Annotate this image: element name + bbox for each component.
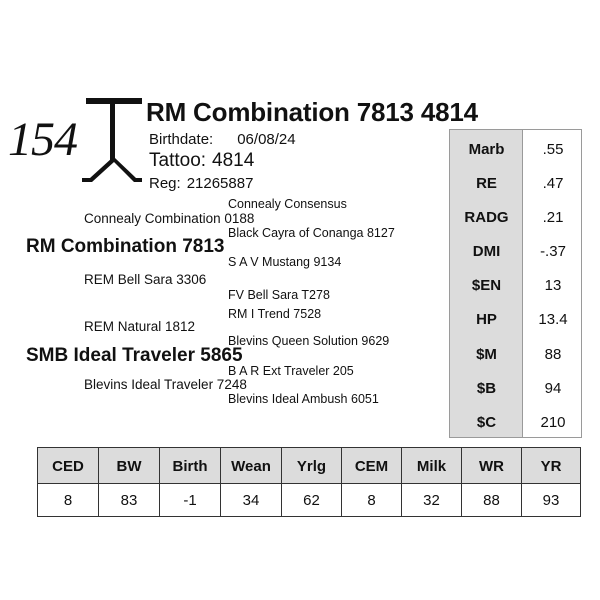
- epd-label: $B: [476, 379, 497, 397]
- header-milk: Milk: [402, 448, 462, 484]
- epd-row-radg: [450, 200, 583, 234]
- growth-epd-table: [37, 447, 581, 517]
- epd-value: 88: [544, 345, 562, 363]
- value-yr: 93: [542, 491, 560, 509]
- epd-value: .55: [542, 140, 564, 158]
- header-birth: Birth: [160, 448, 221, 484]
- animal-name: RM Combination 7813 4814: [146, 97, 478, 127]
- tattoo-label: Tattoo:: [149, 150, 207, 171]
- pedigree-dam: SMB Ideal Traveler 5865: [26, 345, 243, 366]
- value-bw: 83: [99, 484, 160, 516]
- epd-value: 13.4: [538, 310, 568, 328]
- epd-label: $EN: [471, 276, 502, 294]
- epd-row-m: [450, 337, 583, 371]
- birthdate-label: Birthdate:: [149, 131, 214, 148]
- pedigree-sire-dam-sire: S A V Mustang 9134: [228, 255, 342, 269]
- epd-row-re: [450, 166, 583, 200]
- epd-label: RADG: [464, 208, 509, 226]
- pedigree-sire-sire-sire: Connealy Consensus: [228, 197, 347, 211]
- epd-row-hp: [450, 302, 583, 336]
- epd-row-marb: [450, 132, 583, 166]
- reg-value: 21265887: [186, 175, 254, 192]
- carcass-epd-table: [449, 129, 582, 438]
- epd-row-c: [450, 405, 583, 439]
- reg-label: Reg:: [149, 175, 181, 192]
- header-yrlg: Yrlg: [282, 448, 342, 484]
- epd-value: .47: [542, 174, 564, 192]
- value-ced: 8: [38, 484, 99, 516]
- epd-label: RE: [476, 174, 497, 192]
- birthdate-line: [149, 131, 296, 148]
- epd-label: Marb: [468, 140, 505, 158]
- pedigree-dam-dam-sire: RM I Trend 7528: [228, 307, 322, 321]
- epd-row-b: [450, 371, 583, 405]
- value-wr: 88: [462, 484, 522, 516]
- epd-value: 94: [544, 379, 562, 397]
- epd-row-dmi: [450, 234, 583, 268]
- epd-label: $M: [476, 345, 497, 363]
- epd-label: HP: [476, 310, 497, 328]
- epd-value: 13: [544, 276, 562, 294]
- value-milk: 32: [402, 484, 462, 516]
- header-wr: WR: [462, 448, 522, 484]
- pedigree-dam-dam: REM Natural 1812: [84, 319, 196, 334]
- pedigree-sire: RM Combination 7813: [26, 236, 225, 257]
- value-yrlg: 62: [282, 484, 342, 516]
- tattoo-value: 4814: [212, 150, 255, 171]
- pedigree-dam-sire-dam: Blevins Ideal Ambush 6051: [228, 392, 379, 406]
- value-birth: -1: [160, 484, 221, 516]
- pedigree-sire-sire: Connealy Combination 0188: [84, 211, 255, 226]
- pedigree-dam-dam-dam: Blevins Queen Solution 9629: [228, 334, 390, 348]
- header-wean: Wean: [221, 448, 282, 484]
- epd-label: DMI: [472, 242, 501, 260]
- header-bw: BW: [99, 448, 160, 484]
- epd-value: .21: [542, 208, 564, 226]
- value-cem: 8: [342, 484, 402, 516]
- epd-row-en: [450, 268, 583, 302]
- tattoo-line: [149, 150, 254, 172]
- bar-hook-brand-icon: [82, 96, 144, 186]
- pedigree-sire-sire-dam: Black Cayra of Conanga 8127: [228, 226, 395, 240]
- pedigree-sire-dam: REM Bell Sara 3306: [84, 272, 207, 287]
- pedigree-dam-sire: Blevins Ideal Traveler 7248: [84, 377, 247, 392]
- header-ced: CED: [38, 448, 99, 484]
- header-yr: YR: [540, 457, 562, 475]
- epd-value: 210: [540, 413, 566, 431]
- value-wean: 34: [221, 484, 282, 516]
- epd-value: -.37: [540, 242, 566, 260]
- pedigree-sire-dam-dam: FV Bell Sara T278: [228, 288, 330, 302]
- pedigree-dam-sire-sire: B A R Ext Traveler 205: [228, 364, 354, 378]
- header-cem: CEM: [342, 448, 402, 484]
- epd-label: $C: [476, 413, 497, 431]
- lot-number: 154: [8, 113, 77, 166]
- reg-line: [149, 175, 253, 192]
- birthdate-value: 06/08/24: [237, 131, 296, 148]
